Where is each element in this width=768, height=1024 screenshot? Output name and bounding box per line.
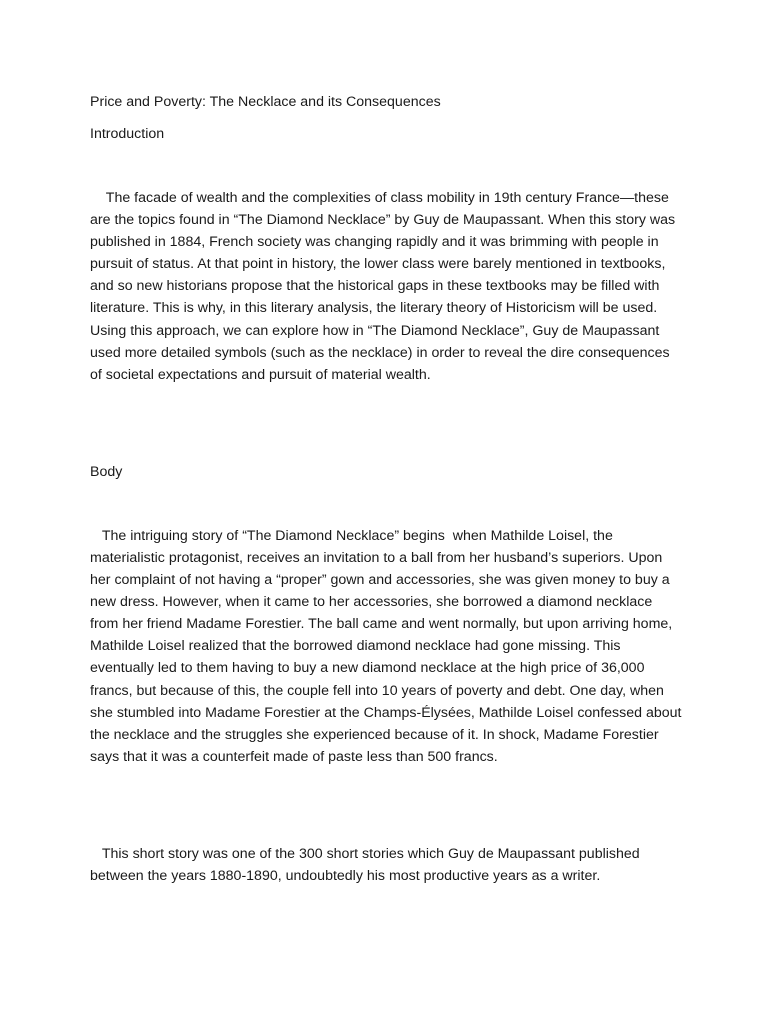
spacer [90, 386, 682, 461]
spacer [90, 145, 682, 187]
introduction-paragraph: The facade of wealth and the complexities of class mobility in 19th century France—these are the topics found in “The Diamond Necklace” by Guy de Maupassant. When this story was published in 1884, French society was changing rapidly and it was brimming with people in pursuit of status. At that point in history, the lower class were barely mentioned in textbooks, and so new historians propose that the historical gaps in these textbooks may be filled with literature. This is why, in this literary analysis, the literary theory of Historicism will be used. Using this approach, we can explore how in “The Diamond Necklace”, Guy de Maupassant used more detailed symbols (such as the necklace) in order to reveal the dire consequences of societal expectations and pursuit of material wealth. [90, 190, 680, 383]
section-heading-body: Body [90, 463, 123, 480]
body-paragraph-2: This short story was one of the 300 short stories which Guy de Maupassant published between the years 1880-1890, undoubtedly his most productive years as a writer. [90, 845, 644, 884]
spacer [90, 768, 682, 843]
document-title: Price and Poverty: The Necklace and its Consequences [90, 94, 441, 110]
section-heading-introduction: Introduction [90, 126, 165, 142]
document-page [90, 91, 686, 887]
body-paragraph-1: The intriguing story of “The Diamond Necklace” begins when Mathilde Loisel, the materialistic protagonist, receives an invitation to a ball from her husband’s superiors. Upon her complaint of not having a “proper” gown and accessories, she was given money to buy a new dress. However, when it came to her accessories, she borrowed a diamond necklace from her friend Madame Forestier. The ball came and went normally, but upon arriving home, Mathilde Loisel realized that the borrowed diamond necklace had gone missing. This eventually led to them having to buy a new diamond necklace at the high price of 36,000 francs, but because of this, the couple fell into 10 years of poverty and debt. One day, when she stumbled into Madame Forestier at the Champs-Élysées, Mathilde Loisel confessed about the necklace and the struggles she experienced because of it. In shock, Madame Forestier says that it was a counterfeit made of paste less than 500 francs. [90, 527, 686, 765]
spacer [90, 483, 682, 525]
